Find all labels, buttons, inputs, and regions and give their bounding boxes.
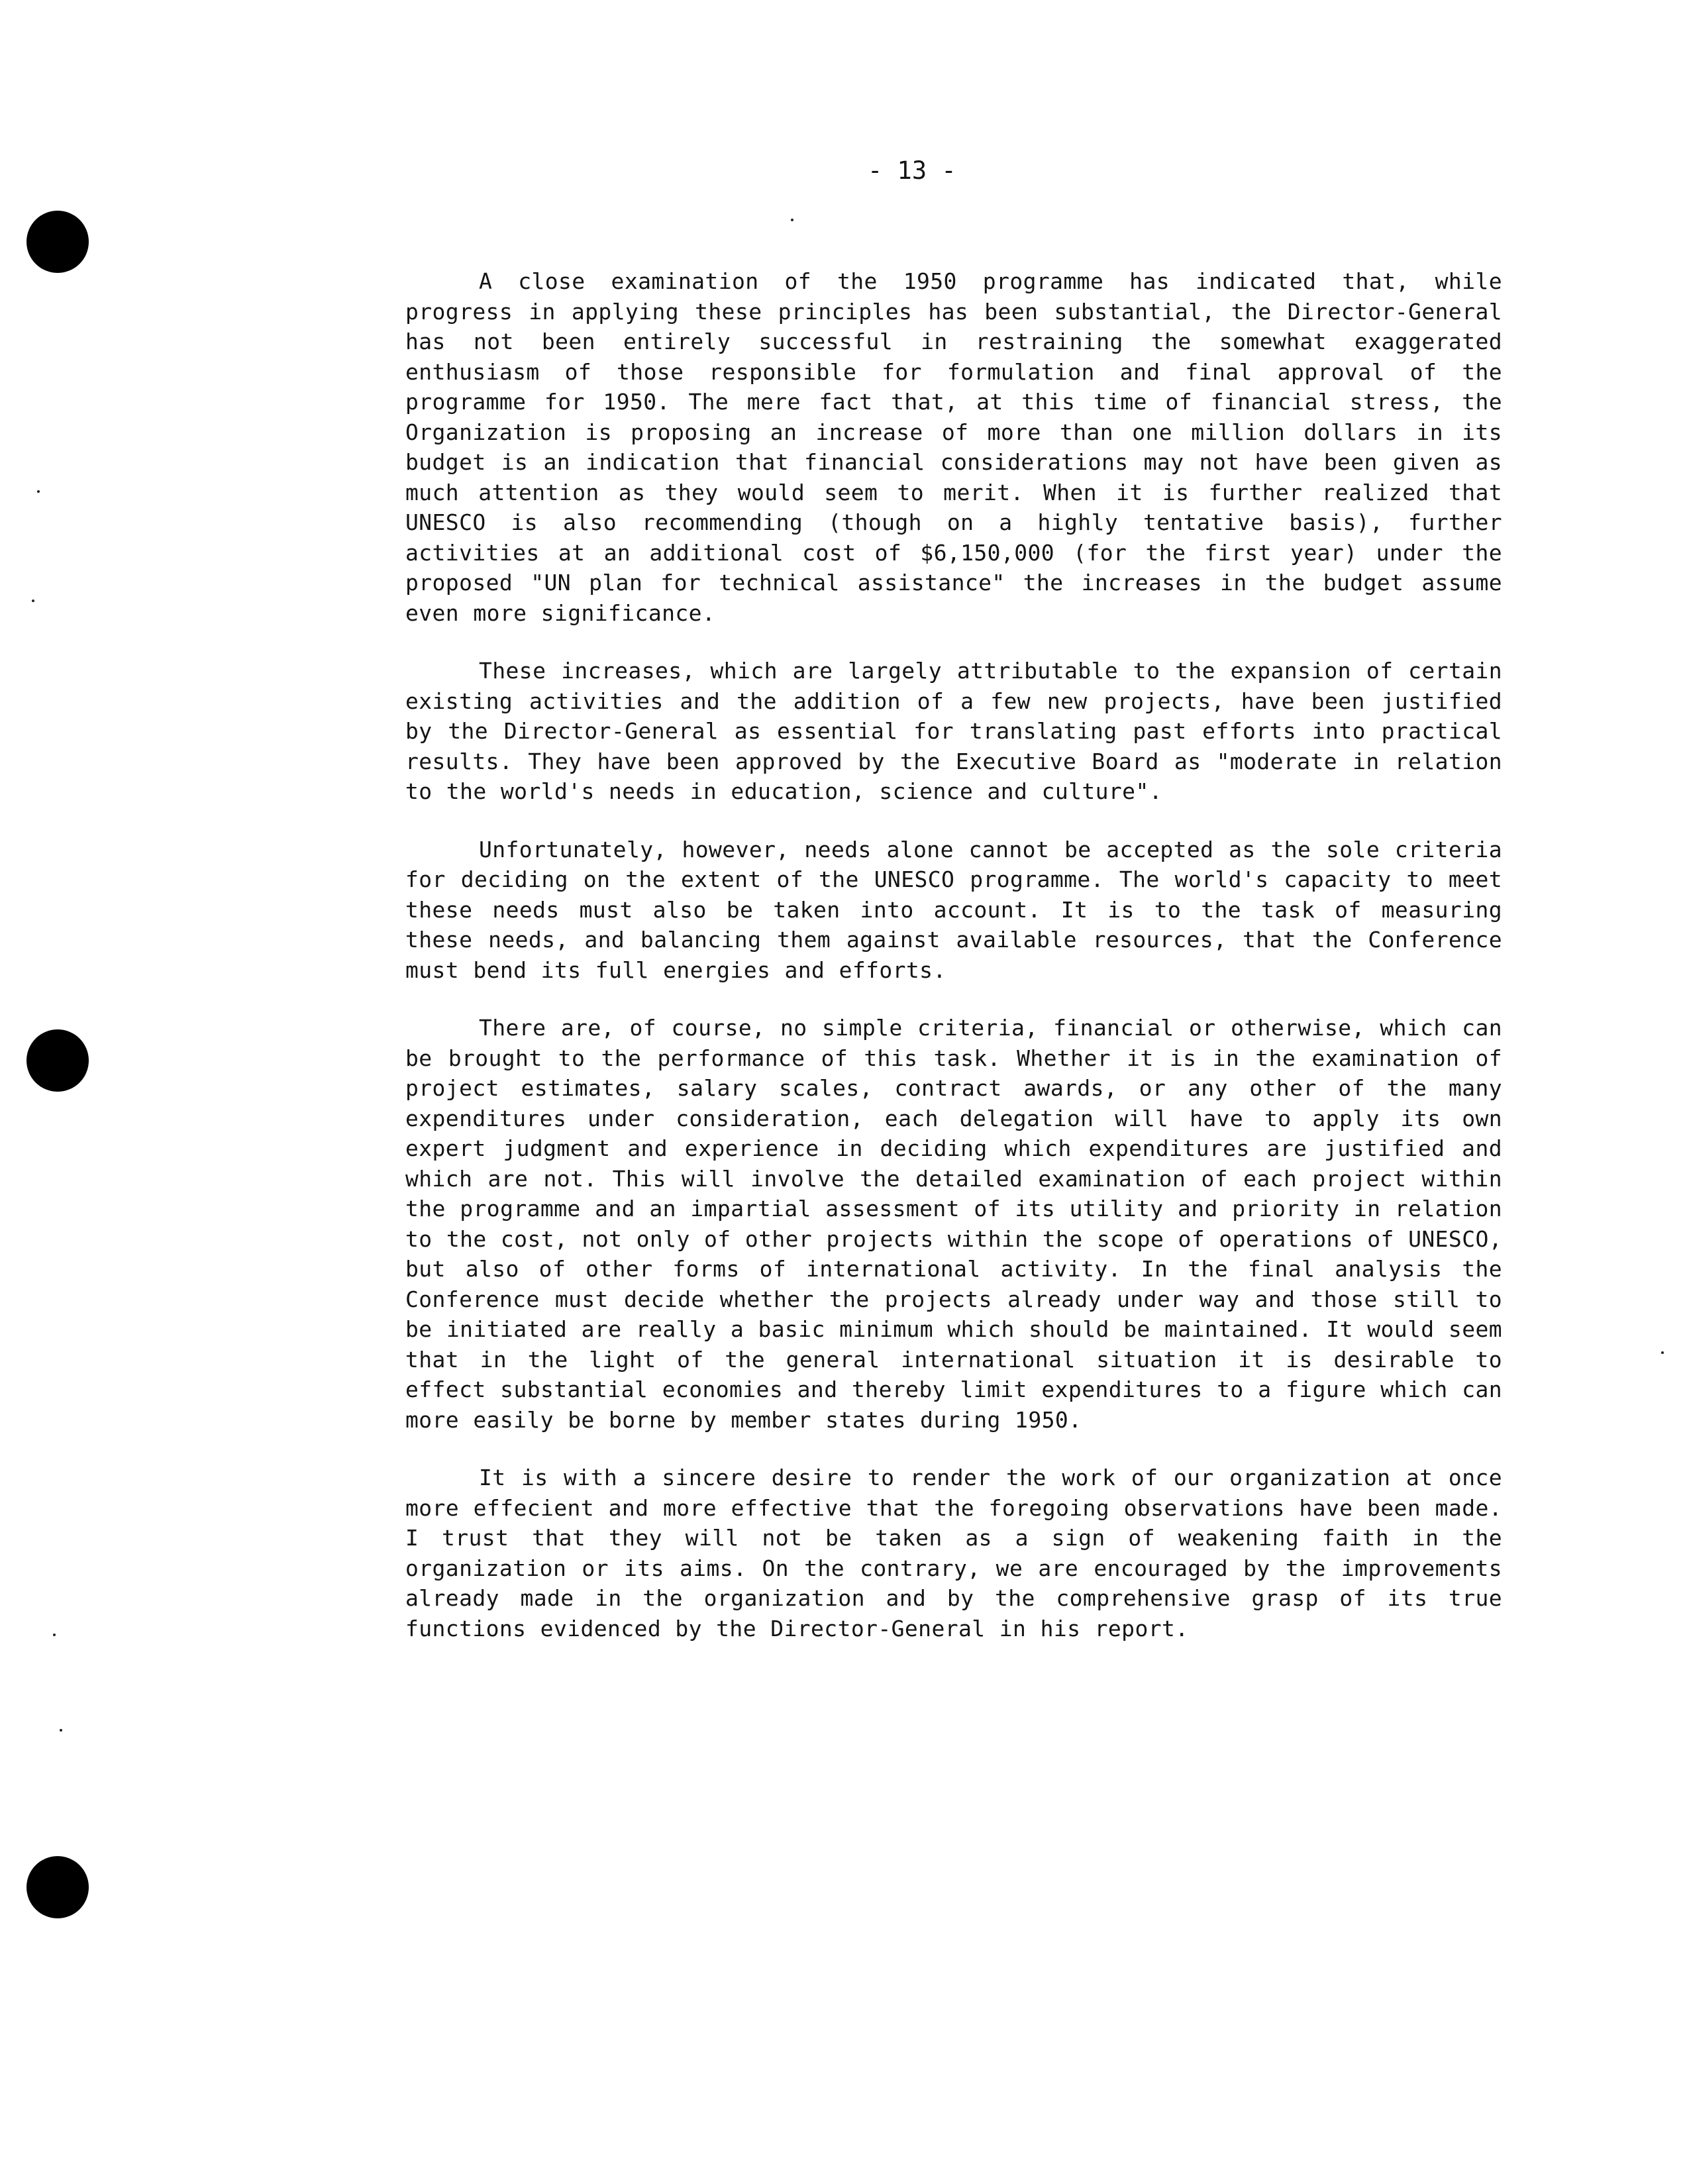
scan-speck [53,1634,56,1636]
scan-speck [60,1729,62,1732]
paragraph-needs-criteria: Unfortunately, however, needs alone cannot be accepted as the sole criteria for deciding on the extent of the UNESCO programme. The world's capacity to meet these needs must also be taken into account. It is to the task of measuring these needs, and balancing them against available resources, that the Conference must bend its full energies and efforts. [405,836,1502,983]
scan-speck [1661,1351,1664,1354]
scan-speck [37,490,40,493]
paragraph-expenditure-judgment: There are, of course, no simple criteria, financial or otherwise, which can be brought to the performance of this task. Whether it is in the examination of project estimates, salary scales, contract awards, or any other of the many expenditures under consideration, each delegation will have to apply its own expert judgment and experience in deciding which expenditures are justified and which are not. This will involve the detailed examination of each project within the programme and an impartial assessment of its utility and priority in relation to the cost, not only of other projects within the scope of operations of UNESCO, but also of other forms of international activity. In the final analysis the Conference must decide whether the projects already under way and those still to be initiated are really a basic minimum which should be maintained. It would seem that in the light of the general international situation it is desirable to effect substantial economies and thereby limit expenditures to a figure which can more easily be borne by member states during 1950. [405,1015,1502,1433]
punch-hole [26,211,89,273]
page-number: - 13 - [868,156,956,185]
document-body [405,266,1502,1671]
scan-speck [791,219,793,221]
punch-hole [26,1856,89,1918]
paragraph-budget-increases: These increases, which are largely attributable to the expansion of certain existing activities and the addition of a few new projects, have been justified by the Director-General as essential for translating past efforts into practical results. They have been approved by the Executive Board as "moderate in relation to the world's needs in education, science and culture". [405,658,1502,804]
paragraph-closing-observations: It is with a sincere desire to render the work of our organization at once more effecient and more effective that the foregoing observations have been made. I trust that they will not be taken as a sign of weakening faith in the organization or its aims. On the contrary, we are encouraged by the improvements already made in the organization and by the comprehensive grasp of its true functions evidenced by the Director-General in his report. [405,1465,1502,1641]
scan-speck [32,599,34,602]
punch-hole [26,1029,89,1092]
paragraph-budget-examination: A close examination of the 1950 programme has indicated that, while progress in applying these principles has been substantial, the Director-General has not been entirely successful in restraining the somewhat exaggerated enthusiasm of those responsible for formulation and final approval of the programme for 1950. The mere fact that, at this time of financial stress, the Organization is proposing an increase of more than one million dollars in its budget is an indication that financial considerations may not have been given as much attention as they would seem to merit. When it is further realized that UNESCO is also recommending (though on a highly tentative basis), further activities at an additional cost of $6,150,000 (for the first year) under the proposed "UN plan for technical assistance" the increases in the budget assume even more significance. [405,268,1502,626]
